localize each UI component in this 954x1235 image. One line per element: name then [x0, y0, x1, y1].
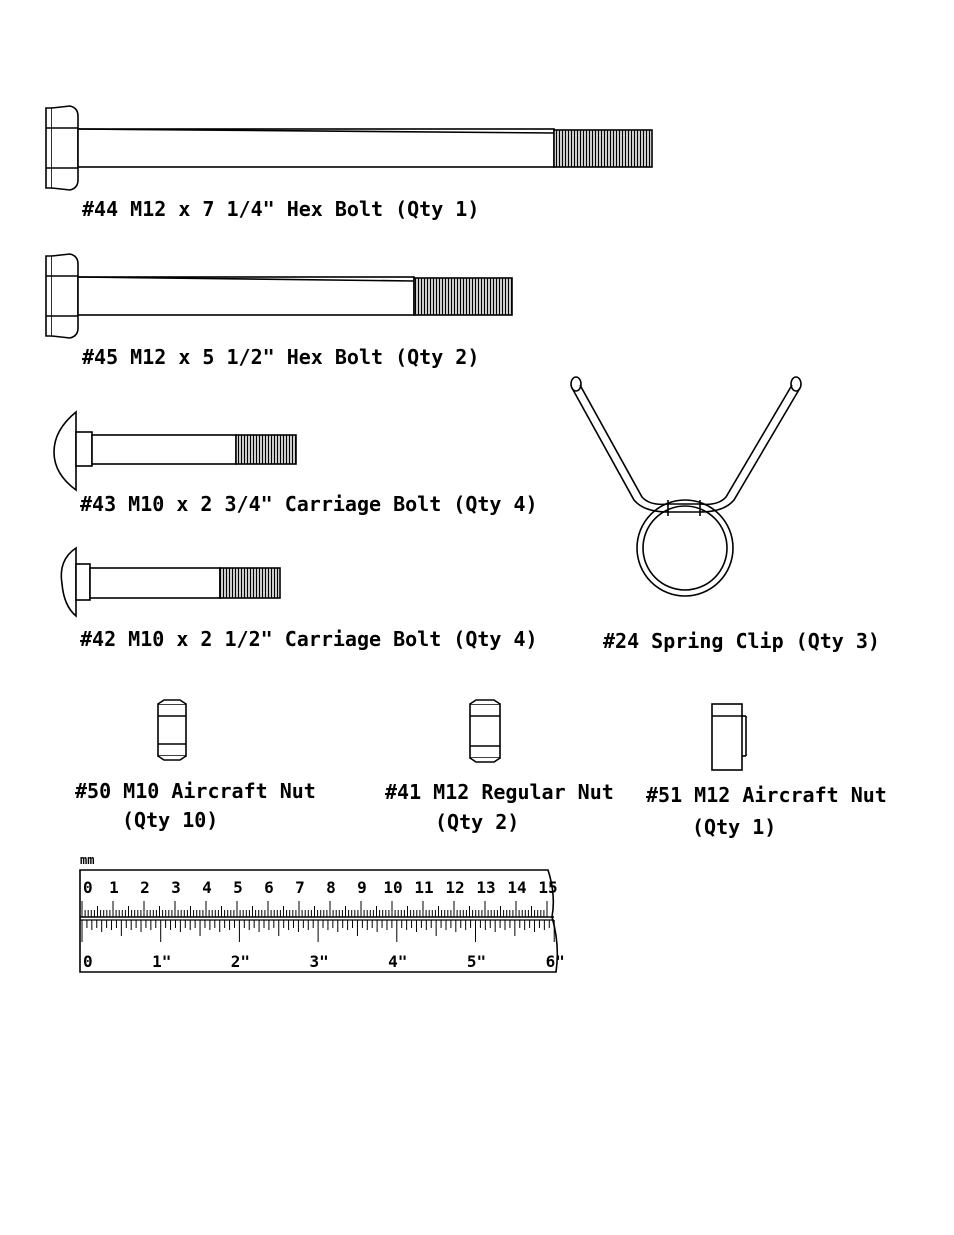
part-label-42: #42 M10 x 2 1/2" Carriage Bolt (Qty 4): [80, 627, 538, 651]
inch-label: 3": [309, 952, 329, 971]
inch-label: 4": [388, 952, 408, 971]
part-qty-50: (Qty 10): [122, 808, 219, 832]
part-qty-51: (Qty 1): [692, 815, 777, 839]
carriage-bolt-42-drawing: [61, 548, 280, 616]
inch-label: 0: [83, 952, 93, 971]
cm-label: 6: [264, 878, 274, 897]
part-label-44: #44 M12 x 7 1/4" Hex Bolt (Qty 1): [82, 197, 480, 221]
cm-label: 9: [357, 878, 367, 897]
hex-bolt-44-drawing: [46, 106, 652, 190]
carriage-bolt-43-drawing: [54, 412, 296, 490]
inch-label: 1": [152, 952, 172, 971]
cm-label: 12: [445, 878, 465, 897]
aircraft-nut-51-drawing: [712, 704, 746, 770]
part-label-41: #41 M12 Regular Nut: [385, 780, 614, 804]
hex-bolt-45-drawing: [46, 254, 512, 338]
part-label-51: #51 M12 Aircraft Nut: [646, 783, 887, 807]
cm-label: 15: [538, 878, 558, 897]
regular-nut-41-drawing: [470, 700, 500, 762]
cm-label: 5: [233, 878, 243, 897]
cm-label: 7: [295, 878, 305, 897]
ruler: [80, 853, 565, 972]
ruler-unit-label: mm: [80, 853, 95, 867]
inch-label: 5": [466, 952, 487, 971]
cm-label: 10: [383, 878, 403, 897]
part-qty-41: (Qty 2): [435, 810, 520, 834]
part-label-24: #24 Spring Clip (Qty 3): [603, 629, 880, 653]
spring-clip-24-drawing: [571, 377, 801, 596]
cm-label: 0: [83, 878, 93, 897]
inch-label: 6": [545, 952, 565, 971]
part-label-45: #45 M12 x 5 1/2" Hex Bolt (Qty 2): [82, 345, 480, 369]
cm-label: 3: [171, 878, 181, 897]
cm-label: 13: [476, 878, 496, 897]
inch-label: 2": [230, 952, 251, 971]
cm-label: 4: [202, 878, 212, 897]
part-label-50: #50 M10 Aircraft Nut: [75, 779, 316, 803]
cm-label: 11: [414, 878, 434, 897]
cm-label: 14: [507, 878, 527, 897]
cm-label: 1: [109, 878, 119, 897]
part-label-43: #43 M10 x 2 3/4" Carriage Bolt (Qty 4): [80, 492, 538, 516]
cm-label: 2: [140, 878, 150, 897]
cm-label: 8: [326, 878, 336, 897]
aircraft-nut-50-drawing: [158, 700, 186, 760]
